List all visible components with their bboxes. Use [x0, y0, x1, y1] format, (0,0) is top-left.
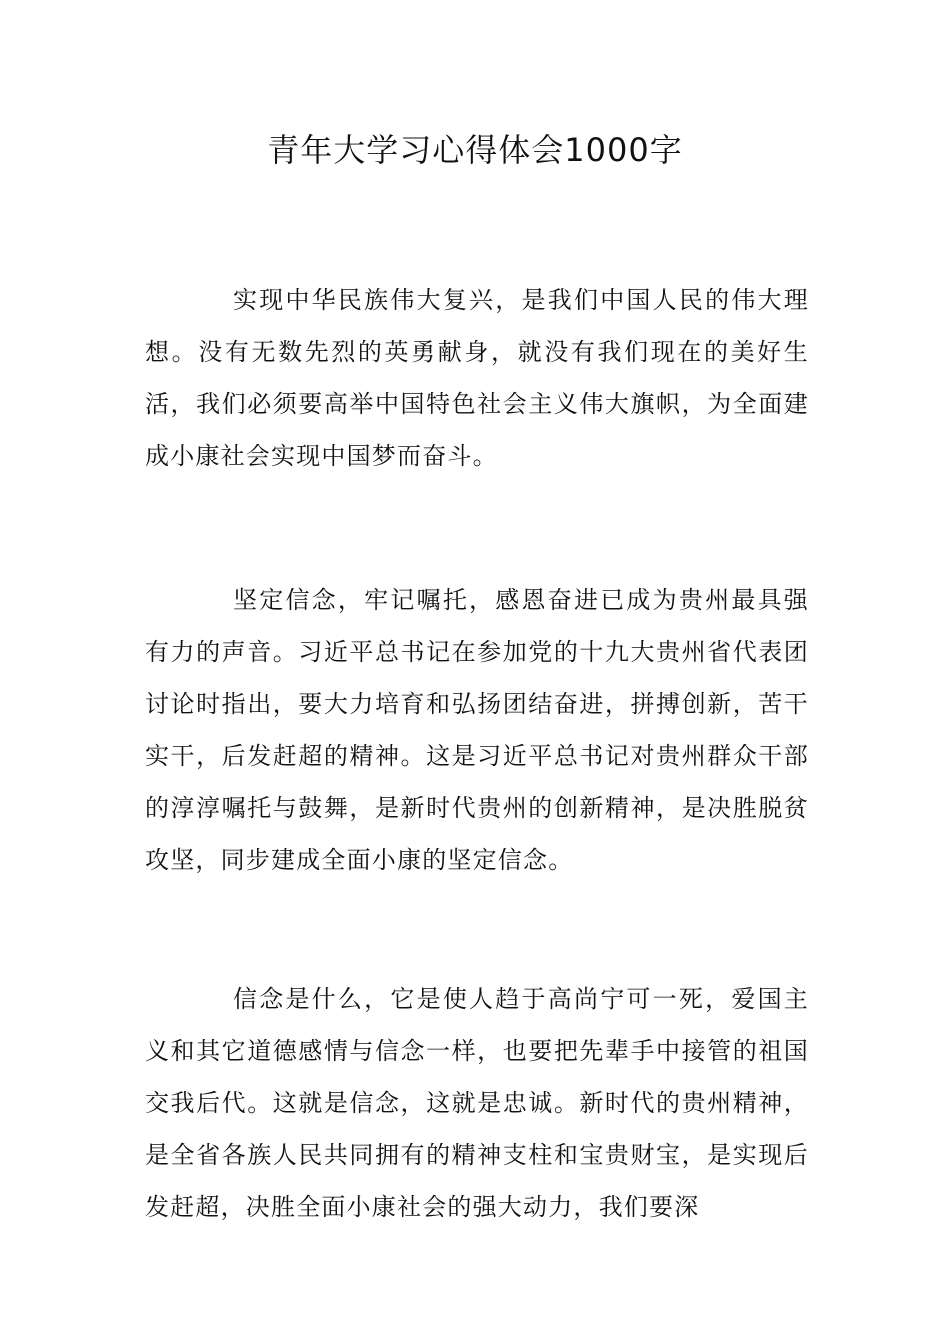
- paragraph-1: 实现中华民族伟大复兴，是我们中国人民的伟大理想。没有无数先烈的英勇献身，就没有我们现在的美好生活，我们必须要高举中国特色社会主义伟大旗帜，为全面建成小康社会实现中国梦而奋斗。: [145, 286, 809, 470]
- paragraph-3: 信念是什么，它是使人趋于高尚宁可一死，爱国主义和其它道德感情与信念一样，也要把先辈手中接管的祖国交我后代。这就是信念，这就是忠诚。新时代的贵州精神，是全省各族人民共同拥有的精神支柱和宝贵财宝，是实现后发赶超，决胜全面小康社会的强大动力，我们要深: [145, 985, 809, 1221]
- document-title: 青年大学习心得体会1000字: [267, 131, 683, 169]
- paragraph-2: 坚定信念，牢记嘱托，感恩奋进已成为贵州最具强有力的声音。习近平总书记在参加党的十九大贵州省代表团讨论时指出，要大力培育和弘扬团结奋进，拼搏创新，苦干实干，后发赶超的精神。这是习近平总书记对贵州群众干部的淳淳嘱托与鼓舞，是新时代贵州的创新精神，是决胜脱贫攻坚，同步建成全面小康的坚定信念。: [145, 586, 809, 874]
